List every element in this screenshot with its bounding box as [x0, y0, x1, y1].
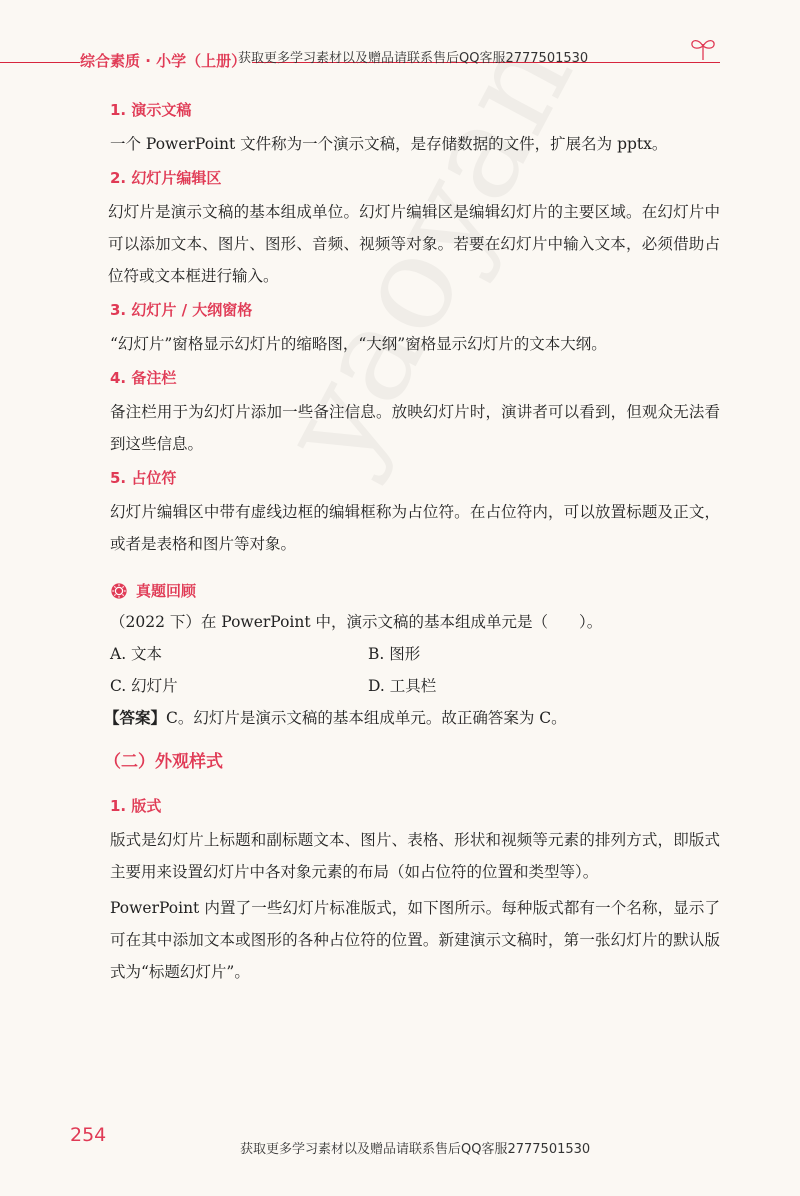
- paragraph: “幻灯片”窗格显示幻灯片的缩略图，“大纲”窗格显示幻灯片的文本大纲。: [110, 335, 607, 353]
- page-number: 254: [70, 1124, 107, 1146]
- review-question: （2022 下）在 PowerPoint 中，演示文稿的基本组成单元是（ ）。: [110, 613, 603, 631]
- review-title: [110, 576, 720, 606]
- main-content: [104, 96, 720, 988]
- section-title-appearance: （二）外观样式: [104, 752, 223, 772]
- heading-placeholder: 5. 占位符: [110, 469, 177, 487]
- paragraph: 幻灯片是演示文稿的基本组成单位。幻灯片编辑区是编辑幻灯片的主要区域。在幻灯片中可以添加文本、图片、图形、音频、视频等对象。若要在幻灯片中输入文本，必须借助占位符或文本框进行输入。: [108, 203, 720, 285]
- paragraph: 一个 PowerPoint 文件称为一个演示文稿，是存储数据的文件，扩展名为 pptx。: [110, 135, 668, 153]
- answer-line: [104, 702, 720, 734]
- footer-promo-text: 获取更多学习素材以及赠品请联系售后QQ客服2777501530: [240, 1142, 591, 1157]
- heading-outline-pane: 3. 幻灯片 / 大纲窗格: [110, 301, 253, 319]
- answer-label: 【答案】: [104, 708, 167, 727]
- option-b: B. 图形: [368, 645, 421, 663]
- page-header: [0, 30, 800, 70]
- book-title: 综合素质 · 小学（上册）: [80, 50, 252, 71]
- answer-text: C。幻灯片是演示文稿的基本组成单元。故正确答案为 C。: [166, 709, 567, 727]
- paragraph: 备注栏用于为幻灯片添加一些备注信息。放映幻灯片时，演讲者可以看到，但观众无法看到这些信息。: [110, 403, 720, 453]
- paragraph: 版式是幻灯片上标题和副标题文本、图片、表格、形状和视频等元素的排列方式，即版式主要用来设置幻灯片中各对象元素的布局（如占位符的位置和类型等）。: [110, 831, 720, 881]
- sun-icon: [110, 582, 128, 600]
- answer-options: [110, 638, 710, 702]
- heading-layout: 1. 版式: [110, 797, 162, 815]
- review-title-text: 真题回顾: [136, 582, 197, 600]
- heading-presentation: 1. 演示文稿: [110, 101, 192, 119]
- option-a: A. 文本: [110, 645, 163, 663]
- paragraph: 幻灯片编辑区中带有虚线边框的编辑框称为占位符。在占位符内，可以放置标题及正文，或者是表格和图片等对象。: [110, 503, 720, 553]
- heading-notes: 4. 备注栏: [110, 369, 177, 387]
- leaf-icon: [688, 34, 718, 64]
- heading-slide-editor: 2. 幻灯片编辑区: [110, 169, 222, 187]
- paragraph: PowerPoint 内置了一些幻灯片标准版式，如下图所示。每种版式都有一个名称，显示了可在其中添加文本或图形的各种占位符的位置。新建演示文稿时，第一张幻灯片的默认版式为“标题幻灯片”。: [110, 899, 720, 981]
- option-c: C. 幻灯片: [110, 677, 178, 695]
- header-promo-text: 获取更多学习素材以及赠品请联系售后QQ客服2777501530: [238, 51, 589, 66]
- option-d: D. 工具栏: [368, 677, 437, 695]
